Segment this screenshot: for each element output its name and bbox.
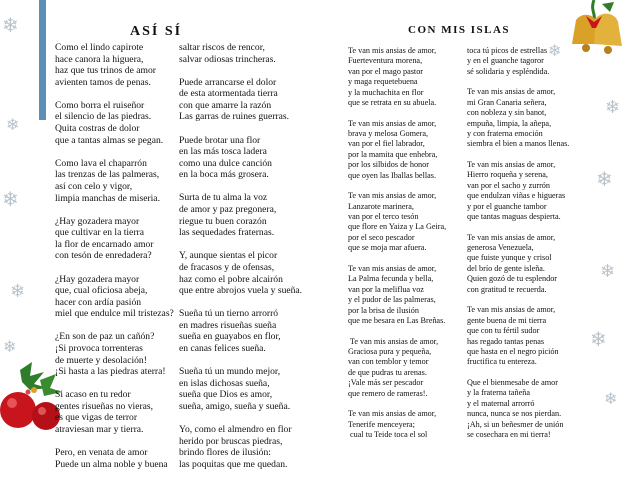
poem-line: que me besara en Las Breñas. (348, 315, 446, 325)
poem-line: Hierro roqueña y serena, (467, 170, 548, 180)
poem-line: y maga requetebuena (348, 77, 418, 87)
poem-line: Puede un alma noble y buena (55, 458, 168, 470)
poem-line: que oyen las Iballas bellas. (348, 170, 436, 180)
poem-line: ¡Ah, si un beñesmer de unión (467, 419, 564, 429)
poem-line: que cultivar en la tierra (55, 227, 144, 239)
poem-line: de esta atormentada tierra (179, 88, 278, 100)
poem-line: que endulzan viñas e higueras (467, 191, 566, 201)
poem-stanza (55, 274, 174, 320)
poem-line: sueña que Dios es amor, (179, 389, 273, 401)
poem-line: que flore en Yaiza y La Geira, (348, 222, 447, 232)
poem-line: Te van mis ansias de amor, (348, 263, 437, 273)
poem-line: haz que tus trinos de amor (55, 65, 156, 77)
poem-line: Te van mis ansias de amor, (467, 232, 556, 242)
snowflake-icon: ❄ (596, 169, 613, 191)
poem-stanza (55, 158, 174, 204)
poem-line: Surta de tu alma la voz (179, 192, 268, 204)
poem-line: que se moja mar afuera. (348, 243, 427, 253)
poem-stanza (467, 160, 569, 222)
poem-line: por la brisa de ilusión (348, 305, 419, 315)
poem-line: Te van mis ansias de amor, (348, 336, 439, 346)
poem-line: Te van mis ansias de amor, (467, 305, 556, 315)
poem-line: Fuerteventura morena, (348, 56, 423, 66)
poem-line: de muerte y desolación! (55, 354, 147, 366)
snowflake-icon: ❄ (2, 189, 19, 211)
snowflake-icon: ❄ (605, 97, 621, 117)
poem-line: ¿Hay gozadera mayor (55, 215, 140, 227)
poem-line: que fuiste yunque y crisol (467, 253, 552, 263)
poem-line: ¡Vale más ser pescador (348, 378, 424, 388)
poem-line: la flor de encarnado amor (55, 238, 154, 250)
snowflake-icon: ❄ (600, 261, 616, 281)
poem-line: que, cual oficiosa abeja, (55, 285, 148, 297)
poem-line: saltar riscos de rencor, (179, 42, 265, 53)
poem-line: Si acaso en tu redor (55, 389, 131, 401)
poem-line: Te van mis ansias de amor, (348, 46, 437, 55)
poem-line: y por el guanche tambor (467, 201, 547, 211)
poem-line: y con fraterna emoción (467, 129, 543, 139)
poem-line: que a tantas almas se pegan. (55, 134, 164, 146)
poem-stanza (348, 337, 446, 399)
poem-line: riegue tu buen corazón (179, 215, 267, 227)
left-poem-title: ASÍ SÍ (130, 24, 183, 39)
poem-stanza (179, 135, 302, 181)
poem-line: de amor y paz pregonera, (179, 204, 277, 216)
poem-line: en madres risueñas sueña (179, 319, 277, 331)
poem-line: Como el lindo capirote (55, 42, 144, 53)
poem-line: ¡Si hasta a las piedras aterra! (55, 366, 166, 378)
poem-line: con que amarre la razón (179, 99, 272, 111)
poem-line: como una dulce canción (179, 157, 272, 169)
poem-line: Sueña tú un tierno arrorró (179, 308, 279, 320)
poem-line: herido por bruscas piedras, (179, 435, 283, 447)
poem-line: que se retrata en su abuela. (348, 98, 437, 108)
poem-line: se cosechara en mi tierra! (467, 429, 551, 439)
poem-stanza (179, 424, 302, 470)
poem-line: por la mamita que enhebra, (348, 149, 438, 159)
poem-line: cual tu Teide toca el sol (348, 429, 428, 439)
poem-line: Y, aunque sientas el picor (179, 250, 278, 262)
right-poem-title: CON MIS ISLAS (408, 24, 511, 36)
poem-line: ¿En son de paz un cañón? (55, 331, 155, 343)
poem-line: ¡Si provoca torrenteras (55, 342, 143, 354)
poem-line: mi Gran Canaria señera, (467, 97, 547, 107)
poem-stanza (179, 366, 302, 412)
poem-stanza (179, 77, 302, 123)
poem-line: por el seco pescador (348, 232, 415, 242)
poem-line: van por el mago pastor (348, 66, 424, 76)
poem-line: del brío de gente isleña. (467, 263, 545, 273)
poem-line: van por el terco tesón (348, 212, 419, 222)
left-poem-column-1 (55, 42, 174, 482)
poem-line: con tesón de enredadera? (55, 250, 152, 262)
poem-line: van por la meliflua voz (348, 284, 424, 294)
poem-line: avienten tamos de penas. (55, 76, 151, 88)
poem-stanza (348, 46, 446, 108)
poem-line: las poquitas que me quedan. (179, 458, 288, 470)
poem-line: toca tú picos de estrellas (467, 46, 548, 55)
poem-line: Sueña tú un mundo mejor, (179, 366, 281, 378)
poem-line: Yo, como el almendro en flor (179, 423, 292, 435)
poem-stanza (348, 264, 446, 326)
poem-line: Te van mis ansias de amor, (348, 191, 437, 201)
poem-line: y la fraterna tañeña (467, 388, 530, 398)
poem-line: sé solidaria y espléndida. (467, 66, 550, 76)
poem-line: gentes risueñas no vieras, (55, 400, 154, 412)
poem-stanza (348, 409, 446, 440)
poem-line: empuña, limpia, la añepa, (467, 118, 552, 128)
poem-stanza (55, 447, 174, 470)
poem-stanza (55, 42, 174, 88)
poem-line: Lanzarote marinera, (348, 201, 414, 211)
poem-line: Te van mis ansias de amor, (348, 118, 437, 128)
poem-line: las sequedades fraternas. (179, 227, 275, 239)
left-poem-column-2 (179, 42, 302, 482)
poem-line: que hasta en el negro pición (467, 346, 559, 356)
poem-line: sueña, amigo, sueña y sueña. (179, 400, 291, 412)
snowflake-icon: ❄ (10, 281, 26, 301)
poem-line: es que vigas de terror (55, 412, 138, 424)
poem-line: el silencio de las piedras. (55, 111, 152, 123)
poem-line: con nobleza y sin banot, (467, 108, 547, 118)
poem-line: Puede arrancarse el dolor (179, 76, 277, 88)
poem-line: ¿Hay gozadera mayor (55, 273, 140, 285)
poem-stanza (55, 331, 174, 377)
poem-line: atraviesan mar y tierra. (55, 424, 144, 436)
snowflake-icon: ❄ (604, 391, 618, 408)
poem-line: Las garras de ruines guerras. (179, 111, 290, 123)
poem-line: van por el fiel labrador, (348, 139, 425, 149)
poem-line: gente buena de mi tierra (467, 315, 547, 325)
poem-line: nunca, nunca se nos pierdan. (467, 409, 562, 419)
poem-line: La Palma fecunda y bella, (348, 274, 434, 284)
poem-stanza (55, 100, 174, 146)
poem-line: Te van mis ansias de amor, (348, 409, 437, 419)
poem-line: en la boca más grosera. (179, 169, 269, 181)
poem-stanza (467, 43, 569, 77)
poem-line: que tantas maguas despierta. (467, 212, 561, 222)
poem-line: limpia manchas de miseria. (55, 192, 160, 204)
poem-line: y la muchachita en flor (348, 87, 424, 97)
poem-line: Te van mis ansias de amor, (467, 160, 556, 170)
poem-line: van por el sacho y zurrón (467, 180, 550, 190)
poem-line: las trenzas de las palmeras, (55, 169, 160, 181)
poem-stanza (179, 250, 302, 296)
poem-stanza (467, 305, 569, 367)
snowflake-icon: ❄ (590, 329, 607, 351)
poem-line: sueña en guayabos en flor, (179, 331, 281, 343)
blue-ribbon-band (39, 0, 46, 120)
poem-line: de fracasos y de ofensas, (179, 261, 275, 273)
poem-line: Tenerife menceyera; (348, 419, 415, 429)
right-poem-column-2 (467, 43, 570, 451)
snowflake-icon: ❄ (2, 15, 19, 37)
poem-line: con gratitud te recuerda. (467, 284, 547, 294)
poem-line: Que el bienmesabe de amor (467, 377, 558, 387)
poem-line: y el pudor de las palmeras, (348, 295, 436, 305)
poem-line: Puede brotar una flor (179, 134, 261, 146)
christmas-bells-icon (566, 0, 624, 62)
poem-stanza (55, 216, 174, 262)
poem-line: Como lava el chaparrón (55, 157, 147, 169)
poem-line: has regado tantas penas (467, 336, 545, 346)
poem-stanza (179, 192, 302, 238)
poem-stanza (348, 191, 446, 253)
poem-line: haz como el pobre alcairón (179, 273, 283, 285)
poem-line: de que pudras tu arenas. (348, 367, 427, 377)
poem-stanza (467, 233, 569, 295)
poem-line: y en el guanche tagoror (467, 56, 544, 66)
poem-line: fructifica tu entereza. (467, 357, 537, 367)
snowflake-icon: ❄ (6, 117, 20, 134)
poem-line: por los silbidos de honor (348, 160, 429, 170)
poem-line: que entre abrojos vuela y sueña. (179, 285, 303, 297)
poem-line: en las más tosca ladera (179, 146, 267, 158)
poem-line: Quien gozó de tu esplendor (467, 274, 558, 284)
poem-stanza (179, 42, 302, 65)
poem-line: brava y melosa Gomera, (348, 129, 429, 139)
poem-line: miel que endulce mil tristezas? (55, 308, 174, 320)
poem-line: que con tu fértil sudor (467, 326, 540, 336)
poem-stanza (348, 119, 446, 181)
poem-line: generosa Venezuela, (467, 243, 534, 253)
poem-line: hacer con ardía pasión (55, 296, 142, 308)
poem-line: siembra el bien a manos llenas. (467, 139, 570, 149)
poem-line: brindo flores de ilusión: (179, 447, 271, 459)
poem-line: hace canora la higuera, (55, 53, 144, 65)
right-poem-column-1 (348, 46, 446, 451)
poem-stanza (467, 378, 569, 440)
poem-stanza (467, 87, 569, 149)
poem-line: en islas dichosas sueña, (179, 377, 270, 389)
poem-line: Quita costras de dolor (55, 123, 140, 135)
poem-stanza (55, 389, 174, 435)
poem-line: en canas felices sueña. (179, 342, 266, 354)
poem-line: Te van mis ansias de amor, (467, 87, 556, 97)
poem-line: Graciosa pura y pequeña, (348, 346, 432, 356)
poem-line: van con temblor y temor (348, 357, 429, 367)
poem-line: y el maternal arrorró (467, 398, 535, 408)
snowflake-icon: ❄ (3, 339, 17, 356)
poem-line: que remero de rameras!. (348, 388, 428, 398)
poem-line: Pero, en venata de amor (55, 447, 148, 459)
poem-stanza (179, 308, 302, 354)
poem-line: Como borra el ruiseñor (55, 99, 145, 111)
snowflake-icon: ❄ (548, 43, 562, 60)
poem-line: salvar odiosas trincheras. (179, 53, 276, 65)
poem-line: así con celo y vigor, (55, 180, 133, 192)
